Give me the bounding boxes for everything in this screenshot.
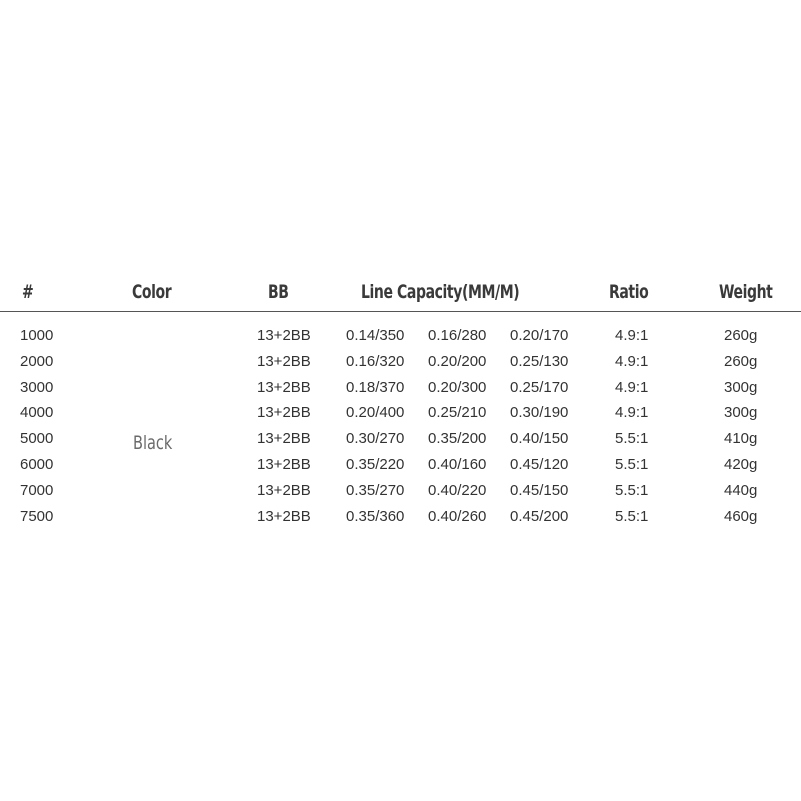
cell-bb: 13+2BB	[257, 508, 311, 525]
cell-ratio: 4.9:1	[615, 353, 649, 370]
cell-capacity-1: 0.30/270	[346, 430, 405, 447]
cell-capacity-3: 0.45/150	[510, 482, 569, 499]
cell-capacity-2: 0.25/210	[428, 404, 487, 421]
cell-capacity-1: 0.18/370	[346, 379, 405, 396]
cell-capacity-3: 0.25/170	[510, 379, 569, 396]
cell-weight: 300g	[724, 404, 758, 421]
cell-capacity-2: 0.40/260	[428, 508, 487, 525]
cell-capacity-1: 0.16/320	[346, 353, 405, 370]
cell-capacity-2: 0.20/300	[428, 379, 487, 396]
cell-capacity-1: 0.35/270	[346, 482, 405, 499]
cell-model: 2000	[20, 353, 54, 370]
cell-ratio: 4.9:1	[615, 379, 649, 396]
cell-capacity-3: 0.25/130	[510, 353, 569, 370]
cell-capacity-3: 0.45/200	[510, 508, 569, 525]
cell-weight: 260g	[724, 327, 758, 344]
cell-model: 7000	[20, 482, 54, 499]
cell-bb: 13+2BB	[257, 327, 311, 344]
header-color: Color	[132, 281, 172, 303]
header-model: #	[22, 281, 34, 303]
cell-bb: 13+2BB	[257, 353, 311, 370]
cell-model: 3000	[20, 379, 54, 396]
header-bb: BB	[268, 281, 289, 303]
cell-capacity-3: 0.20/170	[510, 327, 569, 344]
cell-model: 1000	[20, 327, 54, 344]
cell-ratio: 4.9:1	[615, 404, 649, 421]
cell-capacity-2: 0.40/220	[428, 482, 487, 499]
cell-weight: 260g	[724, 353, 758, 370]
cell-capacity-3: 0.45/120	[510, 456, 569, 473]
cell-capacity-2: 0.35/200	[428, 430, 487, 447]
cell-model: 7500	[20, 508, 54, 525]
cell-capacity-2: 0.40/160	[428, 456, 487, 473]
cell-capacity-1: 0.20/400	[346, 404, 405, 421]
cell-weight: 420g	[724, 456, 758, 473]
cell-capacity-3: 0.40/150	[510, 430, 569, 447]
cell-weight: 440g	[724, 482, 758, 499]
cell-weight: 300g	[724, 379, 758, 396]
cell-capacity-3: 0.30/190	[510, 404, 569, 421]
cell-capacity-2: 0.20/200	[428, 353, 487, 370]
cell-ratio: 5.5:1	[615, 430, 649, 447]
cell-bb: 13+2BB	[257, 430, 311, 447]
cell-model: 4000	[20, 404, 54, 421]
header-ratio: Ratio	[609, 281, 649, 303]
cell-weight: 460g	[724, 508, 758, 525]
cell-bb: 13+2BB	[257, 482, 311, 499]
cell-capacity-1: 0.35/360	[346, 508, 405, 525]
cell-bb: 13+2BB	[257, 404, 311, 421]
cell-model: 5000	[20, 430, 54, 447]
cell-bb: 13+2BB	[257, 456, 311, 473]
cell-capacity-1: 0.35/220	[346, 456, 405, 473]
cell-ratio: 5.5:1	[615, 456, 649, 473]
header-divider	[0, 311, 801, 312]
cell-ratio: 5.5:1	[615, 508, 649, 525]
header-weight: Weight	[719, 281, 773, 303]
cell-bb: 13+2BB	[257, 379, 311, 396]
cell-weight: 410g	[724, 430, 758, 447]
header-line-capacity: Line Capacity(MM/M)	[361, 281, 520, 303]
cell-capacity-1: 0.14/350	[346, 327, 405, 344]
cell-model: 6000	[20, 456, 54, 473]
cell-ratio: 4.9:1	[615, 327, 649, 344]
color-value: Black	[133, 432, 173, 454]
cell-ratio: 5.5:1	[615, 482, 649, 499]
cell-capacity-2: 0.16/280	[428, 327, 487, 344]
